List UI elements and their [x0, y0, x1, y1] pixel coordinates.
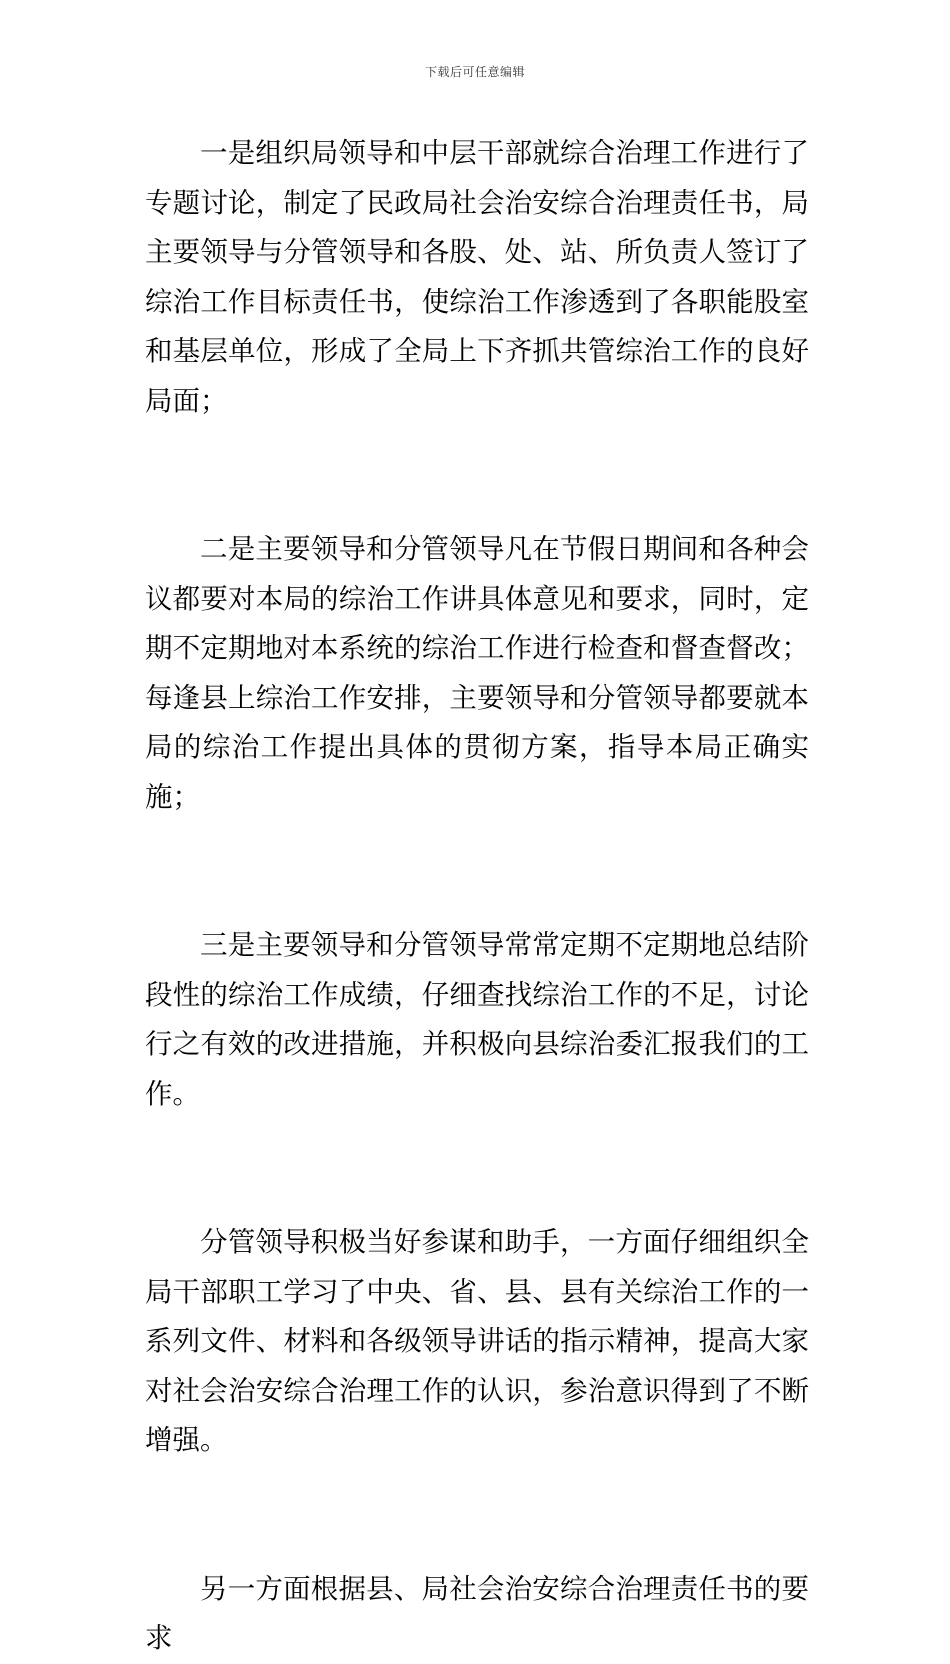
paragraph-2: 二是主要领导和分管领导凡在节假日期间和各种会议都要对本局的综治工作讲具体意见和要求，同时，定期不定期地对本系统的综治工作进行检查和督查督改；每逢县上综治工作安排，主要领导和分管领导都要就本局的综治工作提出具体的贯彻方案，指导本局正确实施；	[145, 533, 809, 813]
paragraph-1: 一是组织局领导和中层干部就综合治理工作进行了专题讨论，制定了民政局社会治安综合治理责任书，局主要领导与分管领导和各股、处、站、所负责人签订了综治工作目标责任书，使综治工作渗透到了各职能股室和基层单位，形成了全局上下齐抓共管综治工作的良好局面；	[145, 137, 809, 417]
paragraph-4: 分管领导积极当好参谋和助手，一方面仔细组织全局干部职工学习了中央、省、县、县有关综治工作的一系列文件、材料和各级领导讲话的指示精神，提高大家对社会治安综合治理工作的认识，参治意识得到了不断增强。	[145, 1226, 809, 1456]
paragraph-3: 三是主要领导和分管领导常常定期不定期地总结阶段性的综治工作成绩，仔细查找综治工作的不足，讨论行之有效的改进措施，并积极向县综治委汇报我们的工作。	[145, 929, 809, 1110]
page-header: 下载后可任意编辑	[424, 65, 525, 79]
paragraph-5: 另一方面根据县、局社会治安综合治理责任书的要求	[145, 1572, 809, 1654]
document-body	[145, 129, 809, 1664]
